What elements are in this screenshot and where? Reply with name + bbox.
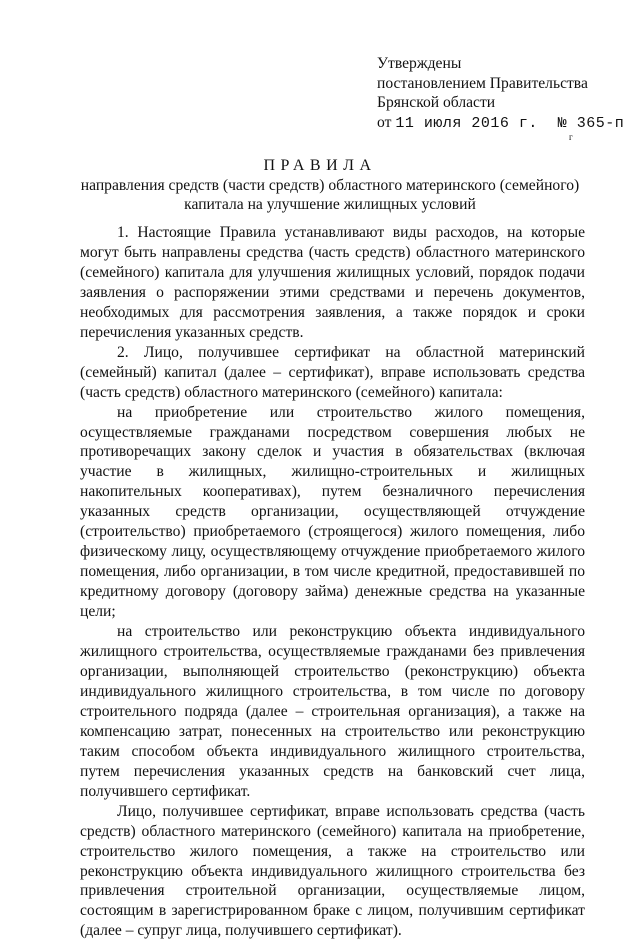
paragraph-3: на приобретение или строительство жилого помещения, осуществляемые гражданами посредством совершения любых не противоречащих закону сделок и участия в обязательствах (включая участие в жилищных, жилищно-строительных и жилищных накопительных кооперативах), путем безналичного перечисления указанных средств организации, осуществляющей отчуждение (строительство) приобретаемого (строящегося) жилого помещения, либо физическому лицу, осуществляющему отчуждение приобретаемого жилого помещения, либо организации, в том числе кредитной, предоставившей по кредитному договору (договору займа) денежные средства на указанные цели; bbox=[80, 403, 585, 621]
approval-number: № 365-п bbox=[557, 114, 625, 132]
paragraph-4: на строительство или реконструкцию объекта индивидуального жилищного строительства, осуществляемые гражданами без привлечения организации, выполняющей строительство (реконструкцию) объекта индивидуального жилищного строительства, в том числе по договору строительного подряда (далее – строительная организация), а также на компенсацию затрат, понесенных на строительство или реконструкцию таким способом объекта индивидуального жилищного строительства, путем перечисления указанных средств на банковский счет лица, получившего сертификат. bbox=[80, 623, 585, 800]
paragraph-1: 1. Настоящие Правила устанавливают виды расходов, на которые могут быть направлены средства (часть средств) областного материнского (семейного) капитала для улучшения жилищных условий, порядок подачи заявления о распоряжении этими средствами и перечень документов, необходимых для рассмотрения заявления, а также порядок и сроки перечисления указанных средств. bbox=[80, 224, 585, 341]
approval-line-resolution: постановлением Правительства bbox=[377, 74, 588, 92]
document-title: ПРАВИЛА bbox=[263, 157, 377, 174]
approval-date-prefix: от bbox=[377, 113, 392, 131]
paragraph-5: Лицо, получившее сертификат, вправе использовать средства (часть средств) областного материнского (семейного) капитала на приобретение, строительство жилого помещения, а также на строительство или реконструкцию объекта индивидуального жилищного строительства без привлечения строительной организации, осуществляемые лицом, состоящим в зарегистрированном браке с лицом, получившим сертификат (далее – супруг лица, получившего сертификат). bbox=[80, 802, 585, 940]
approval-date: 11 июля 2016 г. bbox=[395, 114, 538, 132]
approval-line-approved: Утверждены bbox=[377, 55, 462, 72]
approval-block bbox=[377, 54, 624, 133]
document-body bbox=[80, 223, 585, 941]
document-subtitle: направления средств (части средств) областного материнского (семейного) капитала на улучшение жилищных условий bbox=[80, 177, 580, 213]
approval-line-region: Брянской области bbox=[377, 94, 496, 111]
margin-mark: г bbox=[569, 132, 573, 142]
approval-date-line bbox=[377, 113, 624, 134]
paragraph-2: 2. Лицо, получившее сертификат на областной материнский (семейный) капитал (далее – сертификат), вправе использовать средства (часть средств) областного материнского (семейного) капитала: bbox=[80, 343, 585, 401]
